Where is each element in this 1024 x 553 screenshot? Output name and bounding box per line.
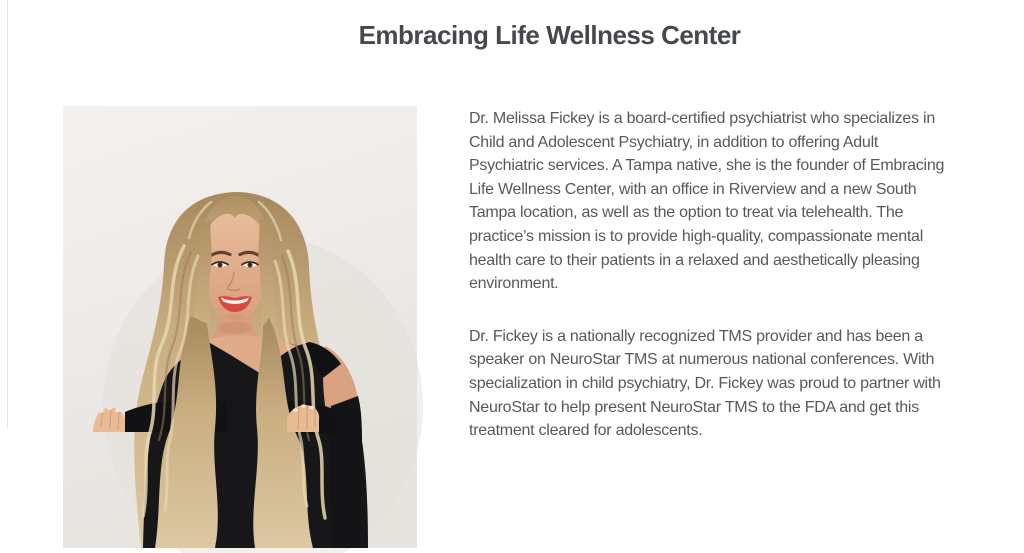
bio-line: Tampa location, as well as the option to treat via telehealth. The bbox=[469, 204, 904, 222]
doctor-portrait-illustration bbox=[63, 106, 417, 548]
title-row bbox=[0, 0, 1024, 50]
bio-paragraph-1 bbox=[469, 107, 1024, 296]
bio-line: Dr. Fickey is a nationally recognized TMS provider and has been a bbox=[469, 327, 923, 345]
bio-line: treatment cleared for adolescents. bbox=[469, 422, 703, 440]
bio-text-column bbox=[469, 106, 1024, 548]
bio-line: speaker on NeuroStar TMS at numerous national conferences. With bbox=[469, 351, 935, 369]
doctor-portrait-photo bbox=[63, 106, 417, 548]
bio-paragraph-2 bbox=[469, 325, 1024, 443]
content-columns bbox=[63, 106, 1024, 548]
bio-line: practice’s mission is to provide high-quality, compassionate mental bbox=[469, 227, 923, 245]
bio-line: Child and Adolescent Psychiatry, in addition to offering Adult bbox=[469, 133, 879, 151]
bio-line: specialization in child psychiatry, Dr. Fickey was proud to partner with bbox=[469, 374, 941, 392]
page-left-border bbox=[7, 0, 8, 428]
bio-line: Psychiatric services. A Tampa native, she is the founder of Embracing bbox=[469, 157, 945, 175]
page-title: Embracing Life Wellness Center bbox=[358, 20, 741, 50]
bio-line: NeuroStar to help present NeuroStar TMS to the FDA and get this bbox=[469, 398, 919, 416]
bio-line: health care to their patients in a relaxed and aesthetically pleasing bbox=[469, 251, 920, 269]
bio-line: environment. bbox=[469, 275, 559, 293]
bio-line: Dr. Melissa Fickey is a board-certified psychiatrist who specializes in bbox=[469, 110, 935, 127]
bio-line: Life Wellness Center, with an office in Riverview and a new South bbox=[469, 180, 917, 198]
